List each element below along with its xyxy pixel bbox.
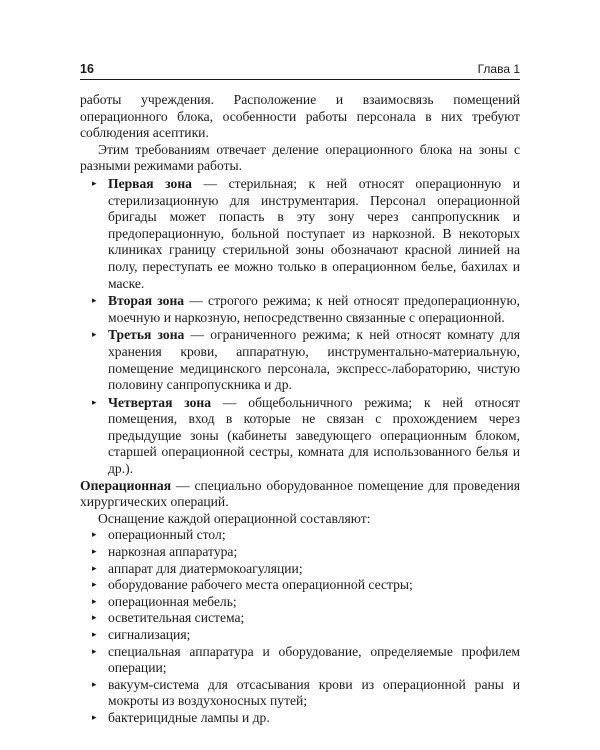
triangle-bullet-icon: ▸ — [92, 712, 97, 723]
definition-text: — специально оборудованное помещение для проведения хирургических операций. — [80, 477, 520, 510]
zones-list — [80, 176, 520, 478]
equipment-text: операционный стол; — [108, 527, 226, 543]
book-page — [80, 56, 520, 727]
list-item-equipment — [92, 527, 520, 544]
list-item-equipment — [92, 593, 520, 611]
triangle-bullet-icon: ▸ — [92, 547, 97, 558]
zone-term: Четвертая зона — [108, 394, 212, 410]
triangle-bullet-icon: ▸ — [92, 679, 97, 690]
list-item-equipment — [92, 560, 520, 578]
list-item-equipment — [92, 676, 520, 710]
triangle-bullet-icon: ▸ — [92, 580, 97, 591]
list-item-equipment — [92, 610, 520, 627]
list-item-equipment — [92, 709, 520, 727]
zone-description: — ограниченного режима; к ней относят комнату для хранения крови, аппаратную, инструментально-материальную, помещение медицинского персонала, экспресс-лабораторию, чистую половину санпропускника и др. — [108, 327, 520, 393]
page-body — [80, 92, 520, 727]
equipment-text: оборудование рабочего места операционной сестры; — [108, 577, 413, 593]
chapter-title: Глава 1 — [477, 62, 520, 76]
triangle-bullet-icon: ▸ — [92, 397, 97, 408]
paragraph-zones-intro: Этим требованиям отвечает деление операционного блока на зоны с разными режимами работы. — [80, 141, 520, 174]
definition-term: Операционная — [80, 477, 172, 493]
list-item-equipment — [92, 643, 520, 677]
equipment-text: аппарат для диатермокоагуляции; — [108, 560, 303, 576]
equipment-text: наркозная аппаратура; — [108, 544, 238, 560]
triangle-bullet-icon: ▸ — [92, 330, 97, 341]
list-item-equipment — [92, 577, 520, 594]
list-item-equipment — [92, 627, 520, 644]
equipment-list — [80, 527, 520, 726]
page-number: 16 — [80, 62, 94, 76]
triangle-bullet-icon: ▸ — [92, 613, 97, 624]
zone-description: — строгого режима; к ней относят предоперационную, моечную и наркозную, непосредственно связанные с операционной. — [108, 293, 520, 325]
triangle-bullet-icon: ▸ — [92, 178, 97, 189]
equipment-text: осветительная система; — [108, 610, 245, 626]
triangle-bullet-icon: ▸ — [92, 596, 97, 607]
list-item-zone-1 — [92, 175, 520, 292]
triangle-bullet-icon: ▸ — [92, 646, 97, 657]
zone-description: — стерильная; к ней относят операционную и стерилизационную для инструментария. Персонал операционной бригады может попасть в эту зону через санпропускник и предоперационную, больной поступает из наркозной. В некоторых клиниках границу стерильной зоны обозначают красной линией на полу, переступать ее можно только в операционном белье, бахилах и маске. — [108, 175, 520, 291]
list-item-equipment — [92, 544, 520, 561]
list-item-zone-2 — [92, 293, 520, 326]
equipment-text: операционная мебель; — [108, 593, 237, 609]
zone-term: Третья зона — [108, 327, 185, 343]
list-item-zone-3 — [92, 327, 520, 393]
equipment-text: специальная аппаратура и оборудование, определяемые профилем операции; — [108, 643, 520, 676]
zone-description: — общебольничного режима; к ней относят помещения, вход в которые не связан с прохождением через предыдущие зоны (кабинеты заведующего операционным блоком, старшей операционной сестры, комната для использованного белья и др.). — [108, 394, 520, 477]
running-header — [80, 56, 520, 80]
triangle-bullet-icon: ▸ — [92, 296, 97, 307]
triangle-bullet-icon: ▸ — [92, 630, 97, 640]
equipment-text: бактерицидные лампы и др. — [108, 709, 270, 725]
equipment-text: вакуум-система для отсасывания крови из операционной раны и мокроты из воздухоносных путей; — [108, 676, 520, 709]
equipment-text: сигнализация; — [108, 627, 191, 642]
zone-term: Первая зона — [108, 175, 192, 191]
zone-term: Вторая зона — [108, 293, 185, 309]
paragraph-equipment-intro: Оснащение каждой операционной составляют: — [98, 510, 371, 526]
paragraph-definition — [80, 478, 520, 511]
paragraph-continuation: работы учреждения. Расположение и взаимосвязь помещений операционного блока, особенности работы персонала в них требуют соблюдения асептики. — [80, 92, 520, 141]
list-item-zone-4 — [92, 394, 520, 478]
triangle-bullet-icon: ▸ — [92, 530, 97, 541]
triangle-bullet-icon: ▸ — [92, 563, 97, 574]
